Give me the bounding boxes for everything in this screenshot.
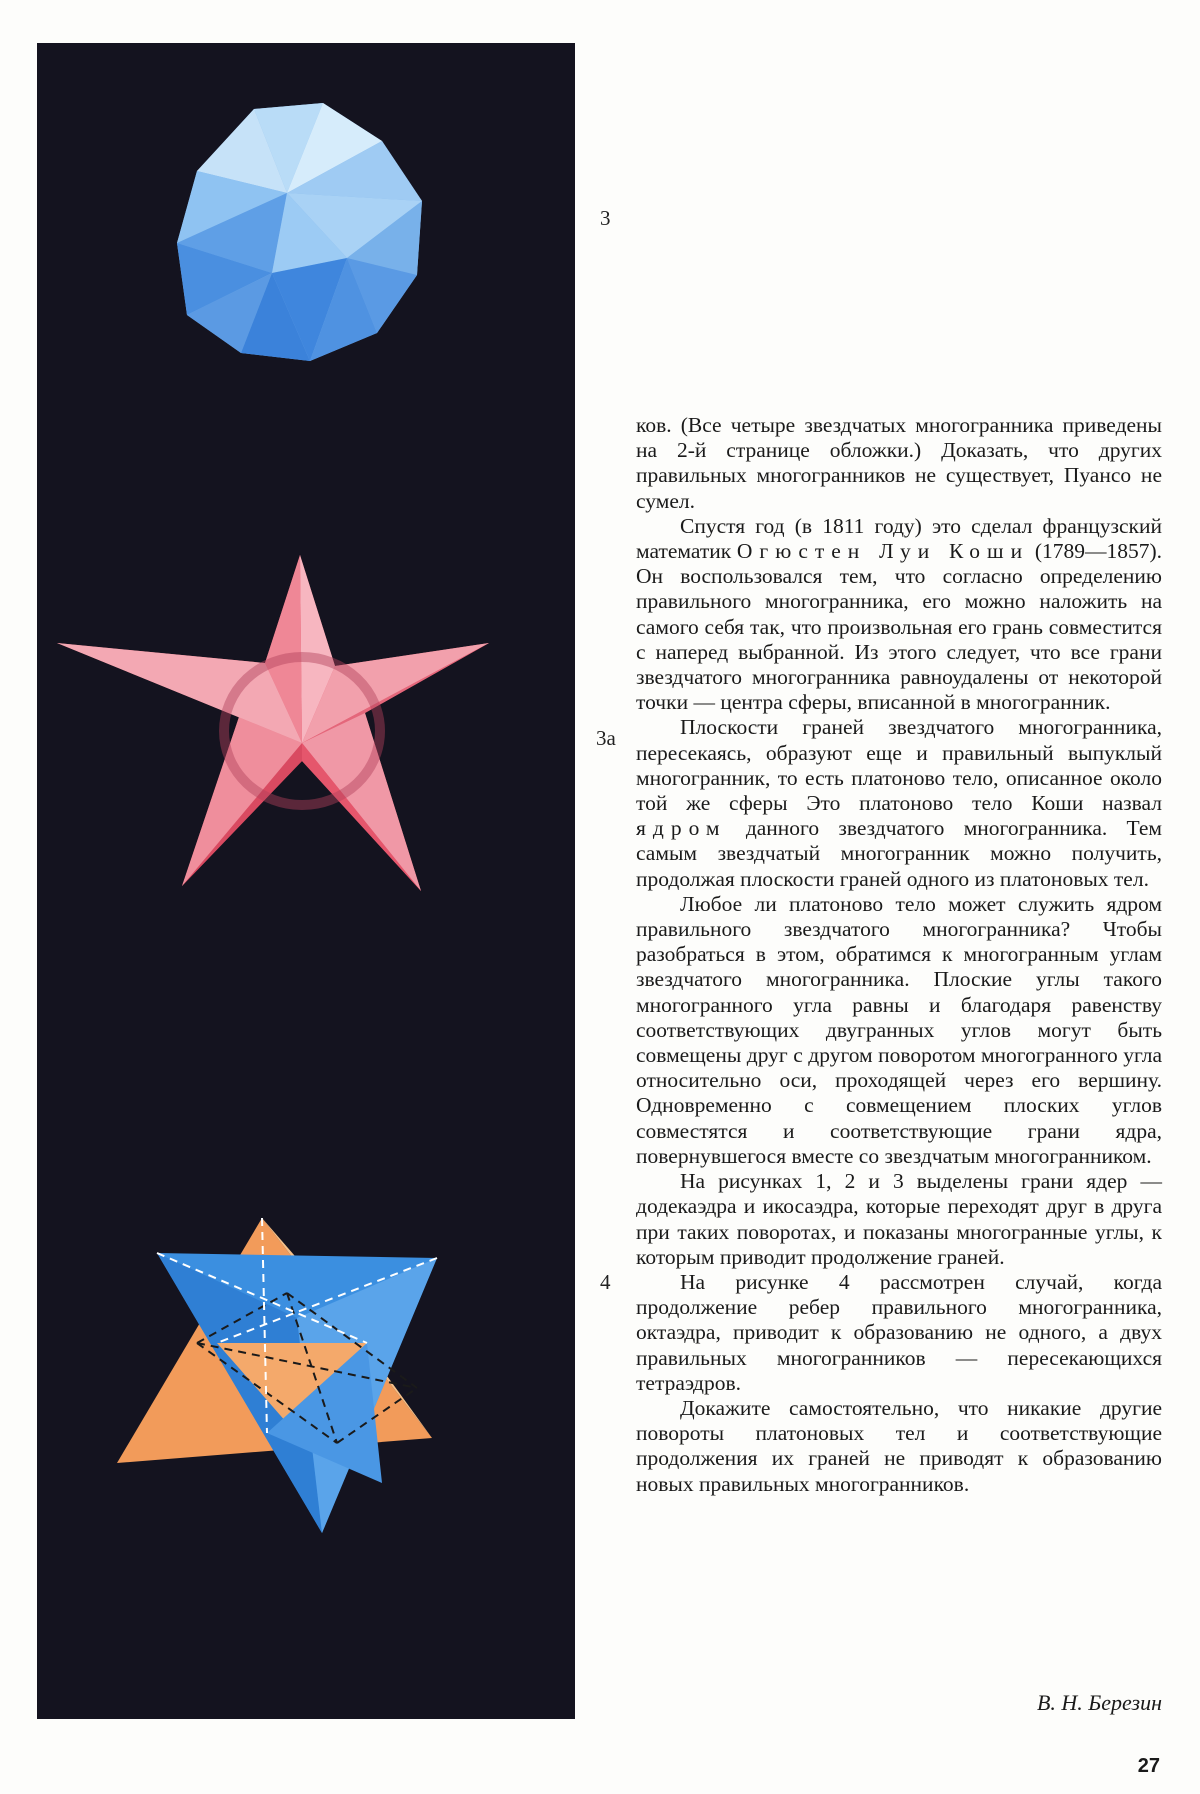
mathematician-name: Огюстен Луи Коши	[736, 539, 1030, 564]
paragraph-5: На рисунках 1, 2 и 3 выделены грани ядер — додекаэдра и икосаэдра, которые переходят друг в друга при таких поворотах, и показаны многогранные углы, к которым приводит продолжение граней.	[636, 1169, 1162, 1269]
paragraph-3-start: Плоскости граней звездчатого многогранника, пересекаясь, образуют еще и правильный выпуклый многогранник, то есть платоново тело, описанное около той же сферы Это платоново тело Коши назвал	[636, 715, 1162, 816]
paragraph-1: ков. (Все четыре звездчатых многогранника приведены на 2-й странице обложки.) Доказать, что других правильных многогранников не существует, Пуансо не сумел.	[636, 413, 1162, 513]
polyhedra-illustration	[37, 43, 575, 1719]
paragraph-3-end: данного звездчатого многогранника. Тем самым звездчатый многогранник можно получить, продолжая плоскости граней одного из платоновых тел.	[636, 816, 1162, 891]
illustration-panel	[37, 43, 575, 1719]
figure-label-3a: 3a	[596, 726, 616, 750]
term-core: ядром	[636, 816, 727, 841]
page-number: 27	[1137, 1755, 1160, 1777]
paragraph-4: Любое ли платоново тело может служить ядром правильного звездчатого многогранника? Чтобы разобраться в этом, обратимся к многогранным углам звездчатого многогранника. Плоские углы такого многогранного угла равны и благодаря равенству соответствующих двугранных углов могут быть совмещены друг с другом поворотом многогранного угла относительно оси, проходящей через его вершину. Одновременно с совмещением плоских углов совместятся и соответствующие грани ядра, повернувшегося вместе со звездчатым многогранником.	[636, 891, 1162, 1168]
star-figure	[57, 555, 489, 891]
paragraph-2-intro: Спустя год (	[680, 513, 802, 538]
paragraph-2	[636, 514, 1162, 716]
paragraph-2-rest: (1789—1857). Он воспользовался тем, что согласно определению правильного многогранника, его можно наложить на самого себя так, что произвольная его грань совместится с наперед выбранной. Из этого следует, что все грани звездчатого многогранника равноудалены от некоторой точки — центра сферы, вписанной в многогранник.	[636, 539, 1163, 715]
icosahedron-figure	[177, 103, 422, 361]
author-signature: В. Н. Березин	[1036, 1690, 1162, 1715]
figure-label-4: 4	[600, 1270, 611, 1294]
paragraph-7: Докажите самостоятельно, что никакие другие повороты платоновых тел и соответствующие продолжения их граней не приводят к образованию новых правильных многогранников.	[636, 1395, 1162, 1496]
paragraph-2-year: в 1811 году	[801, 513, 915, 538]
paragraph-3	[636, 715, 1162, 891]
article-body	[636, 413, 1162, 1497]
figure-label-3: 3	[600, 206, 611, 230]
paragraph-6: На рисунке 4 рассмотрен случай, когда продолжение ребер правильного многогранника, октаэдра, приводит к образованию не одного, а двух правильных многогранников — пересекающихся тетраэдров.	[636, 1269, 1162, 1395]
paragraph-2-intro-end: ) это сделал французский математик	[636, 513, 1162, 564]
tetrahedra-figure	[117, 1218, 437, 1533]
